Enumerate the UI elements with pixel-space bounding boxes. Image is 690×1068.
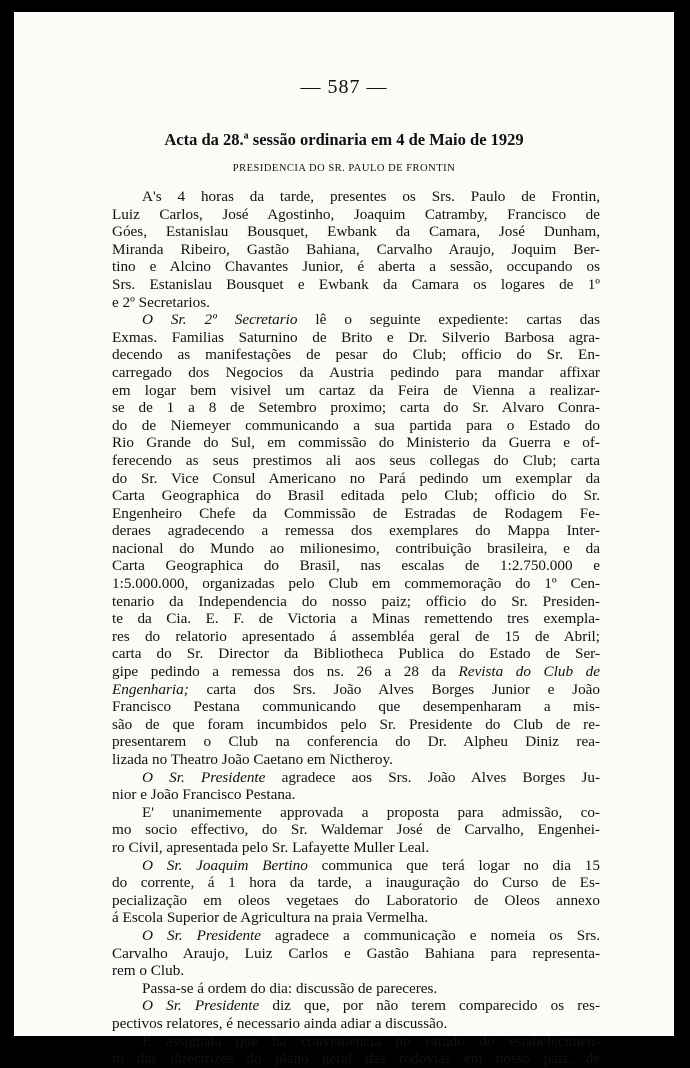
line-text: nior e João Francisco Pestana.: [112, 786, 296, 804]
line-text: res do relatorio apresentado á assembléa geral de 15 de Abril;: [112, 627, 600, 645]
line-text: deraes agradecendo a remessa dos exemplares do Mappa Inter-: [112, 522, 600, 540]
italic-text: O Sr. Presidente: [142, 997, 260, 1015]
line-text: lê o seguinte expediente: cartas das: [297, 311, 600, 329]
text-line: [112, 346, 600, 364]
line-text: Passa-se á ordem do dia: discussão de pareceres.: [142, 979, 438, 997]
italic-text: O Sr. Presidente: [142, 926, 262, 944]
line-text: lizada no Theatro João Caetano em Nictheroy.: [112, 751, 393, 768]
text-line: [112, 980, 600, 998]
minutes-body: [112, 188, 600, 1068]
text-line: [112, 681, 600, 699]
line-text: agradece aos Srs. João Alves Borges Ju-: [265, 768, 601, 786]
line-text: 1:5.000.000, organizadas pelo Club em commemoração do 1º Cen-: [112, 575, 600, 593]
line-text: Rio Grande do Sul, em commissão do Ministerio da Guerra e of-: [112, 434, 600, 452]
line-text: rem o Club.: [112, 962, 185, 980]
line-text: carregado dos Negocios da Austria pedindo para mandar affixar: [112, 363, 600, 381]
line-text: nacional do Mundo ao milionesimo, contribuição brasileira, e da: [112, 539, 600, 557]
presidency-subtitle: PRESIDENCIA DO SR. PAULO DE FRONTIN: [232, 163, 456, 174]
line-text: do corrente, á 1 hora da tarde, a inauguração do Curso de Es-: [112, 874, 600, 892]
line-text: Engenheiro Chefe da Commissão de Estradas de Rodagem Fe-: [112, 504, 600, 522]
line-text: ro Civil, apresentada pelo Sr. Lafayette Muller Leal.: [112, 838, 430, 856]
line-text: do Sr. Vice Consul Americano no Pará pedindo um exemplar da: [112, 469, 600, 487]
text-line: [112, 540, 600, 558]
line-text: ferecendo as seus prestimos ali aos seus collegas do Club; carta: [112, 451, 600, 469]
text-line: [112, 786, 600, 804]
text-line: [112, 645, 600, 663]
line-text: decendo as manifestações de pesar do Club; officio do Sr. En-: [112, 346, 600, 364]
text-line: [112, 927, 600, 945]
text-line: [112, 839, 600, 857]
text-line: [112, 909, 600, 927]
title-ordinal-superscript: a: [243, 130, 249, 142]
line-text: Luiz Carlos, José Agostinho, Joaquim Catramby, Francisco de: [112, 205, 600, 223]
text-line: [112, 874, 600, 892]
page-number: — 587 —: [300, 76, 388, 98]
line-text: Srs. Estanislau Bousquet e Ewbank da Camara os logares de 1º: [112, 275, 600, 293]
line-text: A's 4 horas da tarde, presentes os Srs. Paulo de Frontin,: [142, 188, 600, 205]
text-line: [112, 628, 600, 646]
italic-text: O Sr. 2º Secretario: [142, 311, 298, 329]
text-line: [112, 610, 600, 628]
text-line: [112, 892, 600, 910]
line-text: agradece a communicação e nomeia os Srs.: [261, 926, 601, 944]
line-text: em logar bem visivel um cartaz da Feira de Vienna a realizar-: [112, 381, 600, 399]
italic-text: Engenharia;: [112, 680, 189, 698]
text-line: [112, 663, 600, 681]
line-text: te da Cia. E. F. de Victoria a Minas remettendo tres exempla-: [112, 610, 600, 628]
text-line: [112, 258, 600, 276]
line-text: gipe pedindo a remessa dos ns. 26 a 28 da: [112, 663, 459, 681]
line-text: são de que foram incumbidos pelo Sr. Presidente do Club de re-: [112, 715, 600, 733]
text-line: [112, 522, 600, 540]
line-text: presentarem o Club na conferencia do Dr. Alpheu Diniz rea-: [112, 733, 600, 751]
text-line: [112, 276, 600, 294]
italic-text: O Sr. Presidente: [142, 768, 266, 786]
text-line: [112, 223, 600, 241]
text-line: [112, 751, 600, 769]
document-page: [14, 12, 674, 1068]
line-text: tenario da Independencia do nosso paiz; officio do Sr. Presiden-: [112, 592, 600, 610]
line-text: to das directrizes do plano geral das rodovias em nosso paiz, de: [112, 1050, 600, 1068]
text-line: [112, 593, 600, 611]
text-line: [112, 945, 600, 963]
text-line: [112, 294, 600, 312]
text-line: [112, 716, 600, 734]
line-text: tino e Alcino Chavantes Junior, é aberta a sessão, occupando os: [112, 258, 600, 276]
line-text: á Escola Superior de Agricultura na praia Vermelha.: [112, 909, 429, 927]
text-line: [112, 434, 600, 452]
text-line: [112, 821, 600, 839]
line-text: Góes, Estanislau Bousquet, Ewbank da Camara, José Dunham,: [112, 223, 600, 241]
line-text: Carta Geographica do Brasil editada pelo Club; officio do Sr.: [112, 487, 600, 505]
line-text: pecialização em oleos vegetaes do Laboratorio de Oleos annexo: [112, 891, 600, 909]
line-text: E assignala que ha conveniencia no estudo do estabelecimen-: [142, 1032, 600, 1050]
line-text: communica que terá logar no dia 15: [307, 856, 600, 874]
text-line: [112, 557, 600, 575]
text-line: [112, 452, 600, 470]
text-line: [112, 769, 600, 787]
title-text-rest: sessão ordinaria em 4 de Maio de 1929: [248, 130, 524, 149]
line-text: carta dos Srs. João Alves Borges Junior e João: [188, 680, 600, 698]
minutes-title: [14, 130, 674, 150]
line-text: pectivos relatores, é necessario ainda adiar a discussão.: [112, 1014, 448, 1032]
text-line: [112, 804, 600, 822]
line-text: Carvalho Araujo, Luiz Carlos e Gastão Bahiana para representa-: [112, 944, 600, 962]
line-text: mo socio effectivo, do Sr. Waldemar José de Carvalho, Engenhei-: [112, 821, 600, 839]
text-line: [112, 505, 600, 523]
line-text: e 2º Secretarios.: [112, 293, 210, 311]
text-line: [112, 329, 600, 347]
text-line: [112, 188, 600, 206]
text-line: [112, 241, 600, 259]
line-text: Francisco Pestana communicando que desempenharam a mis-: [112, 698, 600, 716]
line-text: Carta Geographica do Brasil, nas escalas de 1:2.750.000 e: [112, 557, 600, 575]
text-line: [112, 364, 600, 382]
line-text: se de 1 a 8 de Setembro proximo; carta do Sr. Alvaro Conra-: [112, 399, 600, 417]
text-line: [112, 470, 600, 488]
line-text: diz que, por não terem comparecido os res-: [259, 997, 600, 1015]
text-line: [112, 487, 600, 505]
text-line: [112, 206, 600, 224]
text-line: [112, 1050, 600, 1068]
text-line: [112, 997, 600, 1015]
text-line: [112, 1033, 600, 1051]
line-text: E' unanimemente approvada a proposta para admissão, co-: [142, 803, 600, 821]
italic-text: Revista do Club de: [458, 663, 600, 681]
text-line: [112, 962, 600, 980]
text-line: [112, 698, 600, 716]
text-line: [112, 399, 600, 417]
text-line: [112, 857, 600, 875]
line-text: do de Niemeyer communicando a sua partida para o Estado do: [112, 416, 600, 434]
line-text: Miranda Ribeiro, Gastão Bahiana, Carvalho Araujo, Joquim Ber-: [112, 240, 600, 258]
text-line: [112, 575, 600, 593]
text-line: [112, 311, 600, 329]
line-text: carta do Sr. Director da Bibliotheca Publica do Estado de Ser-: [112, 645, 600, 663]
text-line: [112, 382, 600, 400]
text-line: [112, 1015, 600, 1033]
title-text: Acta da 28.: [164, 130, 244, 149]
line-text: Exmas. Familias Saturnino de Brito e Dr. Silverio Barbosa agra-: [112, 328, 600, 346]
text-line: [112, 417, 600, 435]
italic-text: O Sr. Joaquim Bertino: [142, 856, 308, 874]
text-line: [112, 733, 600, 751]
